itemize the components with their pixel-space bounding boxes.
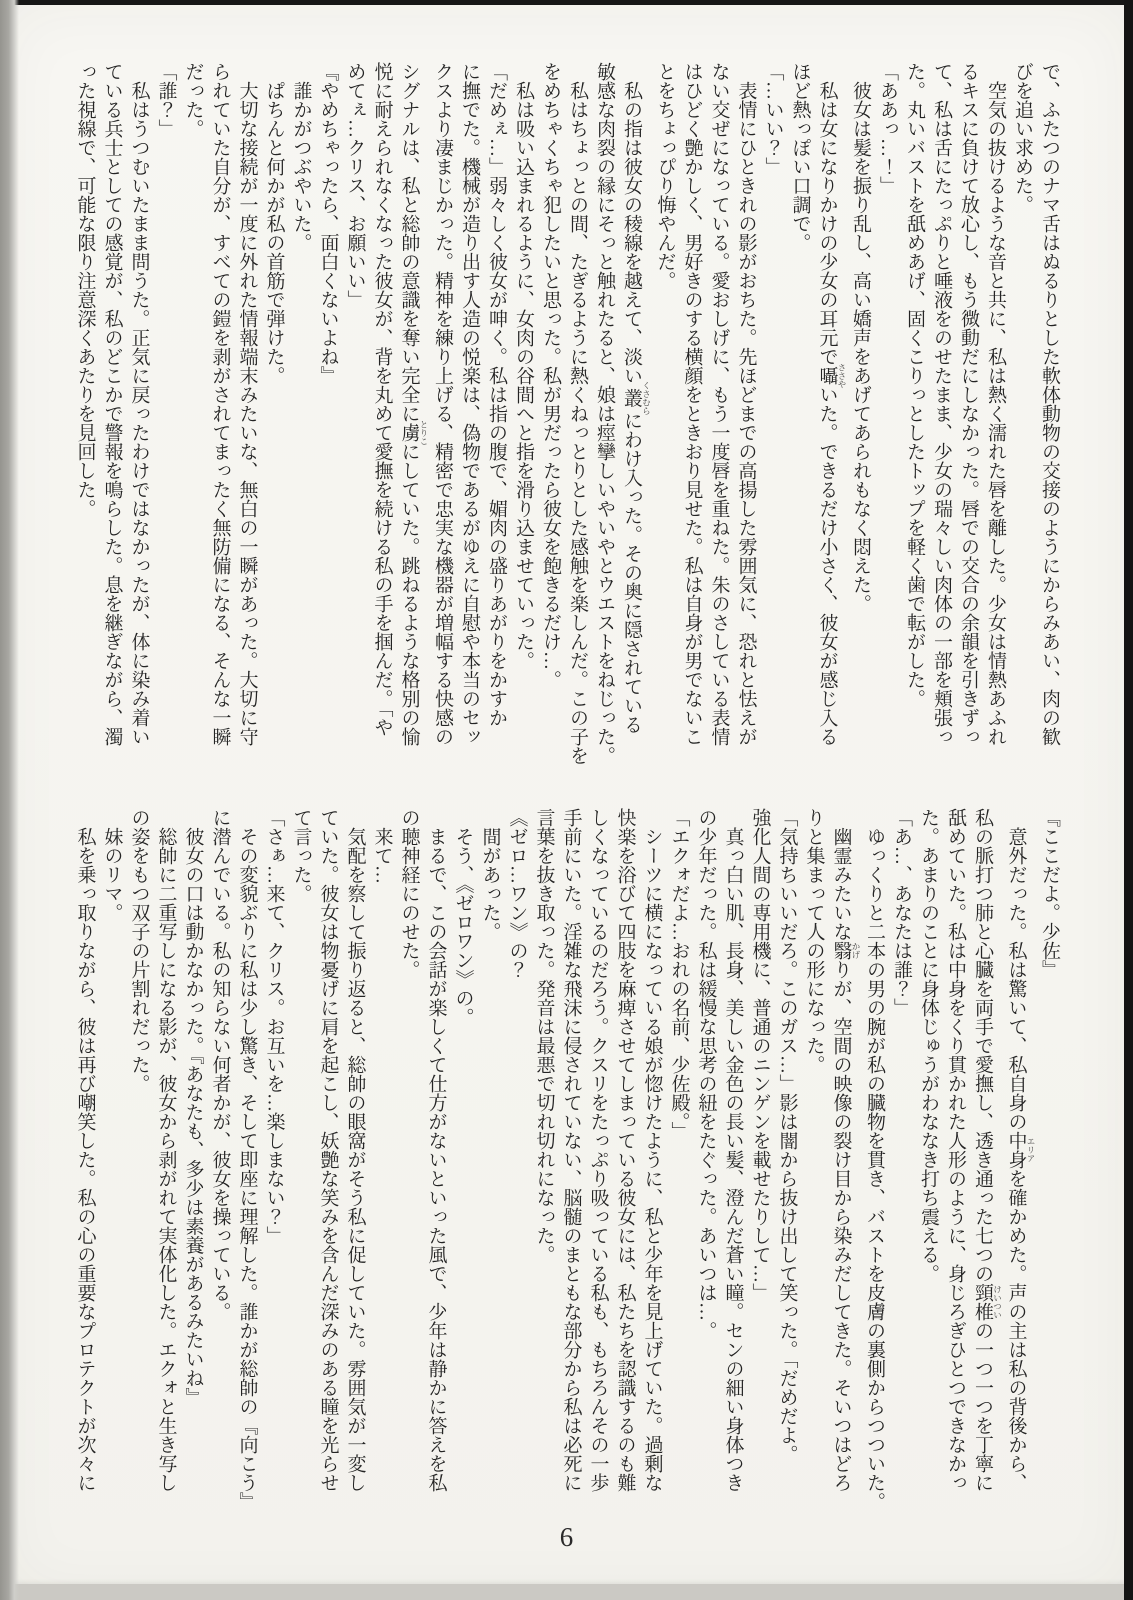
text-column: 言葉を抜き取った。発音は最悪で切れ切れになった。 <box>533 808 555 1264</box>
text-column: ぱちんと何かが私の首筋で弾けた。 <box>263 62 285 385</box>
text-column: りと集まって人の形になった。 <box>803 808 825 1074</box>
text-column: った視線で、可能な限り注意深くあたりを見回した。 <box>74 62 96 518</box>
text-column: て、私は舌にたっぷりと唾液をのせたまま、少女の瑞々しい肉体の一部を頬張っ <box>931 62 952 746</box>
text-column: 《ゼロ…ワン》の？ <box>506 808 528 979</box>
scan-edge-left <box>0 0 19 1600</box>
text-column: の少年だった。私は緩慢な思考の紐をたぐった。あいつは…。 <box>695 808 717 1340</box>
text-column: 「エクォだよ…おれの名前、少佐殿。」 <box>668 808 690 1141</box>
text-column: 私の脈打つ肺と心臓を両手で愛撫し、透き通った七つの頸椎 けいついの一つ一つを丁寧に <box>972 808 1003 1492</box>
text-column: 「だめぇ…」弱々しく彼女が呻く。私は指の腹で、媚肉の盛りあがりをかすか <box>486 62 507 727</box>
story-text-block-bottom <box>72 808 1064 1511</box>
text-column: シーツに横になっている娘が惚けたように、私と少年を見上げていた。過剰な <box>641 808 663 1492</box>
text-column: 気配を察して振り返ると、総帥の眼窩がそう私に促していた。雰囲気が一変し <box>344 808 366 1492</box>
text-column: そう、《ゼロワン》の。 <box>452 808 474 1027</box>
text-column: まるで、この会話が楽しくて仕方がないといった風で、少年は静かに答えを私 <box>425 808 447 1492</box>
text-column: 幽霊みたいな翳 かげりが、空間の映像の裂け目から染みだしてきた。そいつはどろ <box>830 808 861 1492</box>
text-column: びを追い求めた。 <box>1012 62 1033 214</box>
text-column: の聴神経にのせた。 <box>398 808 420 979</box>
text-column: 来て… <box>371 808 393 884</box>
text-column: 「…いい？」 <box>762 62 784 176</box>
text-column: ゆっくりと二本の男の腕が私の臓物を貫き、バストを皮膚の裏側からつついた。 <box>864 808 885 1511</box>
page-number: 6 <box>559 1522 574 1552</box>
text-column: で、ふたつのナマ舌はぬるりとした軟体動物の交接のようにからみあい、肉の歓 <box>1039 62 1060 746</box>
text-column: 私は吸い込まれるように、女肉の谷間へと指を滑り込ませていった。 <box>513 62 534 670</box>
text-column: た。あまりのことに身体じゅうがわななき打ち震える。 <box>918 808 939 1283</box>
text-column: クスより凄まじかった。精神を練り上げる、精密で忠実な機器が増幅する快感の <box>432 62 453 746</box>
text-column: 快楽を浴びて四肢を麻痺させてしまっている彼女には、私たちを認識するのも難 <box>614 808 636 1492</box>
text-column: 間があった。 <box>479 808 501 941</box>
text-column: 「誰？」 <box>155 62 177 138</box>
text-column: その変貌ぶりに私は少し驚き、そして即座に理解した。誰かが総帥の『向こう』 <box>236 808 258 1511</box>
story-text-block-top <box>72 62 1064 765</box>
text-column: 『やめちゃったら、面白くないよね』 <box>317 62 339 385</box>
text-column: の姿をもつ双子の片割れだった。 <box>128 808 150 1093</box>
text-column: 私はちょっとの間、たぎるように熱くねっとりとした感触を楽しんだ。この子を <box>567 62 588 765</box>
text-column: 彼女の口は動かなかった。『あなたも、多少は素養があるみたいね』 <box>182 808 204 1407</box>
text-column: 舐めていた。私は中身をくり貫かれた人形のように、身じろぎひとつできなかっ <box>945 808 966 1492</box>
text-column: 総帥に二重写しになる影が、彼女から剥がれて実体化した。エクォと生き写し <box>155 808 177 1492</box>
text-column: 表情にひときれの影がおちた。先ほどまでの高揚した雰囲気に、恐れと怯えが <box>735 62 757 746</box>
text-column: 「ああっ…！」 <box>877 62 898 195</box>
text-column: シグナルは、私と総帥の意識を奪い完全に虜 とりこにしていた。跳ねるような格別の愉 <box>398 62 429 746</box>
text-column: 「あ…、あなたは誰？」 <box>891 808 912 1017</box>
text-column: 真っ白い肌、長身、美しい金色の長い髪、澄んだ蒼い瞳。センの細い身体つき <box>722 808 744 1492</box>
text-column: に撫でた。機械が造り出す人造の悦楽は、偽物であるがゆえに自慰や本当のセッ <box>459 62 480 746</box>
text-column: だった。 <box>182 62 204 138</box>
text-column: 私は女になりかけの少女の耳元で囁 ささやいた。できるだけ小さく、彼女が感じ入る <box>816 62 847 746</box>
text-column: 『ここだよ。少佐』 <box>1039 808 1060 979</box>
text-column: ている兵士としての感覚が、私のどこかで警報を鳴らした。息を継ぎながら、濁 <box>101 62 123 746</box>
text-column: て言った。 <box>290 808 312 903</box>
text-column: とをちょっぴり悔やんだ。 <box>654 62 676 290</box>
text-column: 誰かがつぶやいた。 <box>290 62 312 252</box>
text-column: 「さぁ…来て、クリス。お互いを…楽しまない？」 <box>263 808 285 1245</box>
text-column: 大切な接続が一度に外れた情報端末みたいな、無白の一瞬があった。大切に守 <box>236 62 258 746</box>
text-column: 私はうつむいたまま問うた。正気に戻ったわけではなかったが、体に染み着い <box>128 62 150 746</box>
scan-edge-bottom <box>0 1584 1133 1600</box>
text-column: 悦に耐えられなくなった彼女が、背を丸めて愛撫を続ける私の手を掴んだ。「や <box>371 62 393 737</box>
text-column: 手前にいた。淫雑な飛沫に侵されていない、脳髄のまともな部分から私は必死に <box>560 808 582 1492</box>
text-column: をめちゃくちゃ犯したいと思った。私が男だったら彼女を飽きるだけ…。 <box>540 62 561 689</box>
text-column: ほど熱っぽい口調で。 <box>789 62 811 252</box>
text-column: しくなっているのだろう。クスリをたっぷり吸っている私も、もちろんその一歩 <box>587 808 609 1492</box>
text-column: はひどく艶かしく、男好きのする横顔をときおり見せた。私は自身が男でないこ <box>681 62 703 746</box>
text-column: ない交ぜになっている。愛おしげに、もう一度唇を重ねた。朱のさしている表情 <box>708 62 730 746</box>
text-column: 敏感な肉裂の縁にそっと触れたると、娘は痙攣しいやいやとウエストをねじった。 <box>594 62 615 765</box>
text-column: めてぇ…クリス、お願いい」 <box>344 62 366 309</box>
text-column: 私を乗っ取りながら、彼は再び嘲笑した。私の心の重要なプロテクトが次々に <box>74 808 96 1492</box>
text-column: た。丸いバストを舐めあげ、固くこりっとしたトップを軽く歯で転がした。 <box>904 62 925 708</box>
text-column: 強化人間の専用機に、普通のニンゲンを載せたりして…」 <box>749 808 771 1302</box>
text-column: に潜んでいる。私の知らない何者かが、彼女を操っている。 <box>209 808 231 1321</box>
text-column: 空気の抜けるような音と共に、私は熱く濡れた唇を離した。少女は情熱あふれ <box>985 62 1006 746</box>
text-column: 彼女は髪を振り乱し、高い嬌声をあげてあられもなく悶えた。 <box>850 62 871 613</box>
text-column: 「気持ちいいだろ。このガス…」影は闇から抜け出して笑った。「だめだよ。 <box>776 808 798 1464</box>
text-column: 私の指は彼女の稜線を越えて、淡い叢 くさむらにわけ入った。その奥に隠されている <box>621 62 652 734</box>
scan-edge-top <box>0 0 1133 5</box>
text-column: 意外だった。私は驚いて、私自身の中身 エリアを確かめた。声の主は私の背後から、 <box>1005 808 1036 1492</box>
scan-edge-right <box>1124 0 1133 1600</box>
text-column: ていた。彼女は物憂げに肩を起こし、妖艶な笑みを含んだ深みのある瞳を光らせ <box>317 808 339 1492</box>
text-column: られていた自分が、すべての鎧を剥がされてまったく無防備になる、そんな一瞬 <box>209 62 231 746</box>
text-column: 妹のリマ。 <box>101 808 123 922</box>
text-column: るキスに負けて放心し、もう微動だにしなかった。唇での交合の余韻を引きずっ <box>958 62 979 746</box>
